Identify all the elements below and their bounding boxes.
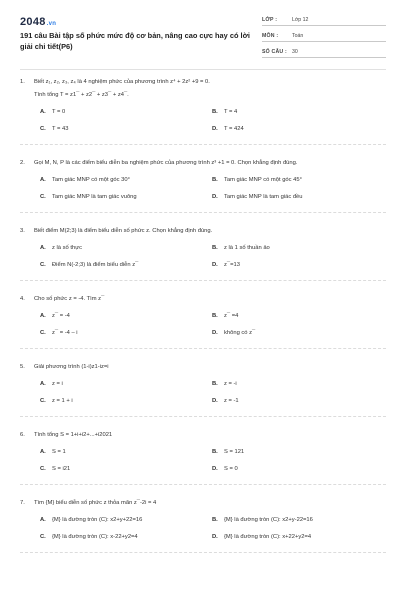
option-letter: D. [212,466,218,472]
option-letter: B. [212,381,218,387]
answer-option[interactable] [40,533,212,541]
option-letter: A. [40,245,46,251]
option-text: z¯ = -4 – i [52,330,78,336]
option-text: S = 0 [224,466,238,472]
answer-option[interactable] [212,193,386,201]
option-letter: B. [212,313,218,319]
answer-option[interactable] [212,176,386,184]
meta-key: LỚP : [262,16,278,23]
answer-option[interactable] [212,108,386,116]
logo-suffix: .vn [46,21,57,27]
answer-options [40,108,386,133]
answer-option[interactable] [212,125,386,133]
meta-row-count [262,46,386,58]
question-number: 7. [20,500,25,506]
option-letter: A. [40,177,46,183]
option-letter: A. [40,313,46,319]
answer-options [40,176,386,201]
document-title: 191 câu Bài tập số phức mức độ cơ bản, nâng cao cực hay có lời giải chi tiết(P6) [20,31,250,51]
question-head [20,159,386,168]
answer-option[interactable] [212,261,386,269]
option-letter: A. [40,449,46,455]
option-letter: D. [212,194,218,200]
meta-row-class [262,14,386,26]
option-letter: C. [40,466,46,472]
question-item [20,431,386,485]
option-text: S = i21 [52,466,71,472]
answer-option[interactable] [40,516,212,524]
question-text: Biết z₁, z₂, z₃, z₄ là 4 nghiệm phức của phương trình z⁴ + 2z² +9 = 0. [34,79,210,85]
question-divider [20,416,386,417]
question-text: Tính tổng S = 1+i+i2+...+i2021 [34,432,113,438]
answer-option[interactable] [40,261,212,269]
option-letter: B. [212,177,218,183]
answer-option[interactable] [40,244,212,252]
answer-option[interactable] [40,448,212,456]
option-text: T = 4 [224,109,238,115]
option-text: T = 0 [52,109,66,115]
answer-option[interactable] [212,533,386,541]
question-text: Cho số phức z = -4. Tìm z¯ [34,296,105,302]
option-text: z = i [52,381,63,387]
answer-options [40,516,386,541]
question-divider [20,144,386,145]
answer-option[interactable] [212,465,386,473]
option-letter: D. [212,534,218,540]
answer-option[interactable] [40,108,212,116]
option-text: Tam giác MNP có một góc 30° [52,177,130,183]
option-letter: B. [212,449,218,455]
question-divider [20,484,386,485]
option-text: z = -i [224,381,237,387]
answer-options [40,244,386,269]
option-text: {M} là đường tròn (C): x-22+y2=4 [52,534,138,540]
answer-option[interactable] [40,465,212,473]
answer-option[interactable] [212,397,386,405]
meta-box [262,14,386,62]
option-letter: D. [212,398,218,404]
answer-option[interactable] [40,380,212,388]
question-text: Biết điểm M(2;3) là điểm biểu diễn số phức z. Chọn khẳng định đúng. [34,228,213,234]
answer-option[interactable] [212,380,386,388]
meta-row-subject [262,30,386,42]
answer-option[interactable] [212,244,386,252]
question-number: 3. [20,228,25,234]
option-text: không có z¯ [224,330,256,336]
site-logo[interactable] [20,16,56,28]
option-text: z¯ = -4 [52,313,70,319]
answer-option[interactable] [40,312,212,320]
option-letter: D. [212,126,218,132]
option-text: z¯=13 [224,262,240,268]
answer-option[interactable] [40,176,212,184]
option-text: Tam giác MNP là tam giác vuông [52,194,137,200]
question-divider [20,280,386,281]
answer-option[interactable] [212,516,386,524]
question-item [20,227,386,281]
option-letter: C. [40,534,46,540]
document-header [20,0,386,70]
option-text: {M} là đường tròn (C): x+22+y2=4 [224,534,312,540]
question-divider [20,212,386,213]
answer-options [40,312,386,337]
option-letter: C. [40,194,46,200]
answer-option[interactable] [212,312,386,320]
header-divider [20,69,386,70]
option-letter: D. [212,330,218,336]
option-text: S = 121 [224,449,245,455]
answer-option[interactable] [40,329,212,337]
option-letter: C. [40,330,46,336]
option-letter: D. [212,262,218,268]
question-head [20,431,386,440]
meta-key: MÔN : [262,32,279,39]
question-subtext: Tính tổng T = z1¯ + z2¯ + z3¯ + z4¯. [34,92,129,98]
option-text: z = 1 + i [52,398,73,404]
logo-main: 2048 [20,16,46,28]
answer-option[interactable] [40,193,212,201]
answer-options [40,380,386,405]
meta-value: Lớp 12 [292,16,309,23]
option-letter: C. [40,126,46,132]
question-number: 4. [20,296,25,302]
question-item [20,159,386,213]
meta-value: 30 [292,48,298,55]
question-item [20,499,386,553]
question-item [20,363,386,417]
option-text: {M} là đường tròn (C): x2+y+22=16 [52,517,143,523]
meta-key: SỐ CÂU : [262,48,287,55]
question-number: 1. [20,79,25,85]
question-head [20,499,386,508]
answer-options [40,448,386,473]
option-text: T = 43 [52,126,69,132]
option-text: z = -1 [224,398,239,404]
option-text: z là 1 số thuần ảo [224,245,270,251]
question-head [20,227,386,236]
question-head [20,78,386,87]
answer-option[interactable] [40,125,212,133]
answer-option[interactable] [212,329,386,337]
question-text: Gọi M, N, P là các điểm biểu diễn ba nghiệm phức của phương trình z³ +1 = 0. Chọn khẳng định đúng. [34,160,298,166]
option-letter: A. [40,109,46,115]
meta-value: Toán [292,32,304,39]
option-letter: B. [212,109,218,115]
option-text: {M} là đường tròn (C): x2+y-22=16 [224,517,313,523]
answer-option[interactable] [212,448,386,456]
question-number: 5. [20,364,25,370]
option-text: z¯ =4 [224,313,239,319]
question-item [20,295,386,349]
question-head [20,295,386,304]
option-text: Tam giác MNP là tam giác đều [224,194,303,200]
option-letter: A. [40,517,46,523]
option-text: Tam giác MNP có một góc 45° [224,177,302,183]
option-letter: C. [40,262,46,268]
question-item [20,78,386,145]
question-divider [20,348,386,349]
option-text: S = 1 [52,449,66,455]
option-text: T = 424 [224,126,244,132]
question-number: 2. [20,160,25,166]
option-text: z là số thực [52,245,82,251]
question-text: Tìm {M} biểu diễn số phức z thỏa mãn z¯-2i = 4 [34,500,157,506]
question-list [20,78,386,567]
option-letter: B. [212,245,218,251]
question-number: 6. [20,432,25,438]
option-letter: A. [40,381,46,387]
option-letter: B. [212,517,218,523]
option-letter: C. [40,398,46,404]
answer-option[interactable] [40,397,212,405]
question-divider [20,552,386,553]
question-head [20,363,386,372]
question-text: Giải phương trình (1-i)z1-iz=i [34,364,109,370]
option-text: Điểm N(-2;3) là điểm biểu diễn z¯ [52,262,139,268]
